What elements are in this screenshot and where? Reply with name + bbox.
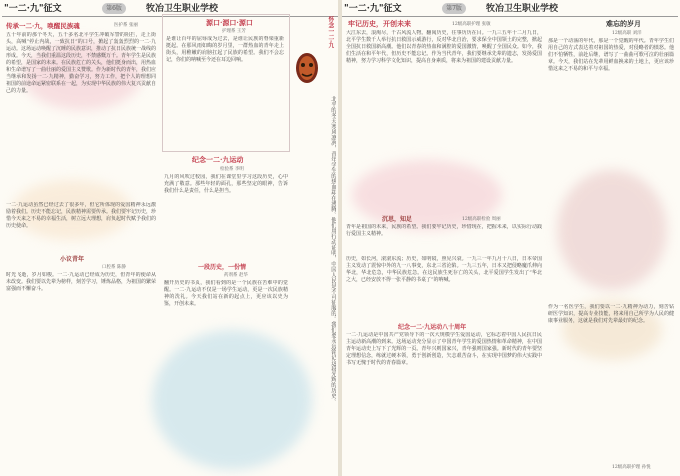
left-page	[2, 0, 338, 476]
lower-right-byline: 12级高职护理 孙悦	[612, 465, 651, 470]
masthead-school: 牧冶卫生职业学校	[486, 4, 559, 14]
commemoration-banner: 纪念一二·九运动八十周年	[398, 324, 467, 331]
article-body: 五十年前的那个冬天，五千多名北平学生冲破军警的阻拦，走上街头，高喊“停止内战，一致抗日”的口号，掀起了轰轰烈烈的一二·九运动。这场运动唤醒了沉睡的民族意识，推动了抗日民族统一战线的形成。今天，当我们重温这段历史，不禁感慨万千。青年学生是民族的希望，是国家的未来。在民族危亡的关头，他们挺身而出，用热血和生命谱写了一曲壮丽的爱国主义赞歌。作为新时代的青年，我们应当继承和发扬一二·九精神，勤奋学习，努力工作，把个人的理想同祖国的前途命运紧密联系在一起，为实现中华民族的伟大复兴贡献自己的力量。	[6, 32, 156, 94]
vertical-title: 怀念一二·九	[327, 16, 334, 49]
poem-title: 源口·源口·源口	[206, 18, 253, 27]
article-byline: 12级高职护理 张敏	[452, 22, 491, 27]
essay-title: 纪念一二·九运动	[192, 155, 244, 164]
masthead-right	[342, 2, 678, 17]
bottom-byline: 口腔系 陈静	[102, 265, 126, 270]
bottom-body: 时光飞逝，岁月如梭。一二·九运动已经成为历史，但青年的使命从未改变。我们要以先辈为榜样，刻苦学习，锤炼品格，为祖国的繁荣富强而不懈奋斗。	[6, 272, 156, 292]
section-title: 沉思，知足	[382, 216, 413, 223]
vertical-body: 北平的冬天寒风凛冽，青年学生的热血却在沸腾。他们用行动证明，中国人民是不可征服的。我们要永远铭记这段光辉的历史。	[330, 96, 336, 404]
page-number-badge: 第7版	[442, 3, 466, 14]
small-body: 翻开历史的书页，我们看到的是一个民族在苦难中的觉醒。一二·九运动不仅是一场学生运动，更是一次民族精神的洗礼。今天我们站在新的起点上，更应该以史为鉴，开创未来。	[164, 280, 288, 307]
lower-right-body: 作为一名医学生，我们要以一二·九精神为动力，刻苦钻研医学知识，提高专业技能，将来用自己所学为人民的健康事业服务，这就是我们对先辈最好的纪念。	[548, 304, 674, 324]
article-body-continued: 一二·九运动虽然已经过去了很多年，但它所体现的爱国精神永远激励着我们。历史不能忘记，民族精神需要传承。我们要牢记历史，珍惜今天来之不易的幸福生活，树立远大理想，肩负起时代赋予我们的历史使命。	[6, 202, 156, 229]
essay-byline: 检验系 李明	[220, 167, 244, 172]
small-title: 一段历史，一份情	[198, 264, 247, 271]
essay-body: 九月的风吹过校园，我们在课堂里学习这段历史，心中充满了敬意。那些年轻的面孔，那些坚定的眼神，告诉我们什么是责任，什么是担当。	[164, 174, 288, 194]
right-column-title: 难忘的岁月	[606, 19, 641, 28]
section-byline: 12级高职检验 周丽	[462, 217, 501, 222]
mask-illustration	[294, 50, 320, 90]
article-title: 牢记历史，开创未来	[348, 19, 411, 28]
masthead-title: "一二·九"征文	[4, 4, 62, 14]
right-page	[342, 0, 678, 476]
section-body: 青年是祖国的未来，民族的希望。我们要牢记历史，珍惜现在，把握未来，以实际行动践行爱国主义精神。	[346, 224, 542, 237]
masthead-school: 牧冶卫生职业学校	[146, 4, 219, 14]
banner-title: 传承一二·九，唤醒民族魂	[6, 22, 80, 30]
lower-body: 一二·九运动是中国共产党领导下的一次大规模学生爱国运动，它标志着中国人民抗日民主运动新高潮的到来。这场运动充分显示了中国青年学生的爱国热情和革命精神，在中国青年运动史上写下了光辉的一页。青年兴则国家兴，青年强则国家强。新时代的青年要坚定理想信念，练就过硬本领，勇于创新创造，矢志艰苦奋斗，在实现中国梦的伟大实践中书写无愧于时代的青春篇章。	[346, 332, 542, 366]
poem-body: 是谁让百年的屈辱成为过去，是谁让民族的脊梁重新挺起。在那风雨如晦的岁月里，一群热血的青年走上街头，用稚嫩的肩膀扛起了民族的希望。我们不会忘记，你们的呐喊至今还在耳边回响。	[166, 36, 284, 63]
page-number-badge: 第6版	[102, 3, 126, 14]
article-body-continued: 历史，如长河，滚滚东流；历史，如明镜，照见兴衰。一九三一年九月十八日，日本帝国主义发动了震惊中外的九一八事变，东北三省沦陷。一九三五年，日本又把侵略魔爪伸向华北，华北危急，中华民族危急。在这民族生死存亡的关头，北平爱国学生发出了“华北之大，已经安放不得一张平静的书桌了”的呐喊。	[346, 256, 542, 283]
right-column-body: 那是一个动荡的年代，那是一个觉醒的年代。青年学生们用自己的方式表达着对祖国的热爱，对侵略者的愤怒。他们不怕牺牲，前赴后继，谱写了一曲曲可歌可泣的壮丽篇章。今天，我们站在先辈用鲜血换来的土地上，更应该珍惜这来之不易的和平与幸福。	[548, 38, 674, 72]
bottom-title: 小议青年	[60, 256, 85, 263]
banner-byline: 医护系 张丽	[114, 23, 138, 28]
masthead-title: "一二·九"征文	[344, 4, 402, 14]
poem-byline: 护理系 王芳	[222, 29, 246, 34]
small-byline: 药剂系 赵华	[224, 273, 248, 278]
right-column-byline: 12级高职 刘洋	[612, 31, 642, 36]
article-body: 大江东去，浪淘尽，千古风流人物。翻阅历史，往事历历在目。一九三五年十二月九日，北平学生数千人举行抗日救国示威游行，反对华北自治，要求保全中国领土的完整，掀起全国抗日救国新高潮。他们以青春的热血和满腔的爱国激情，唤醒了全国民众。如今，我们生活在和平年代，但历史不能忘记。作为当代青年，我们要继承先辈的遗志，发扬爱国精神，努力学习科学文化知识，提高自身素质，将来为祖国的建设贡献力量。	[346, 30, 542, 64]
